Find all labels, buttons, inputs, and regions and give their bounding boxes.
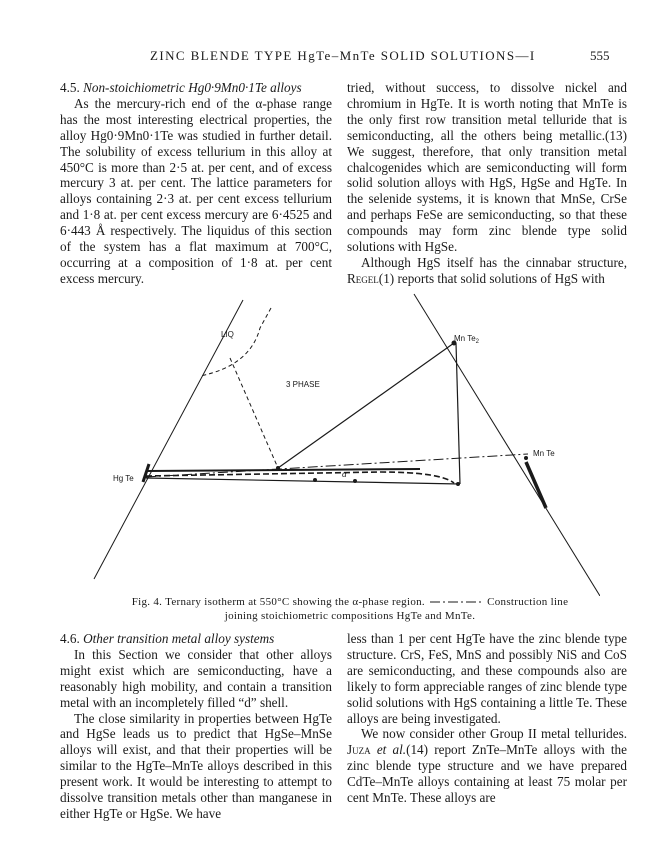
section-number: 4.5.: [60, 80, 84, 95]
paragraph: [347, 255, 627, 287]
paragraph: tried, without success, to dissolve nickel and chromium in HgTe. It is worth noting that MnTe is the only first row transition metal telluride that is semiconducting, all the others being metallic.(13) We suggest, therefore, that only transition metal chalcogenides which are semiconducting will form solid solution alloys with HgS, HgSe and HgTe. In the selenide systems, it is known that MnSe, CrSe and perhaps FeSe are semiconducting, so that these compounds may form zinc blende type solid solutions with HgSe.: [347, 80, 627, 255]
liq-label: LIQ: [221, 330, 234, 339]
paragraph: In this Section we consider that other alloys might exist which are semiconducting, have a reasonably high mobility, and contain a transition metal with an incompletely filled “d” shell.: [60, 646, 332, 710]
tie-line-dashed: [230, 358, 278, 468]
caption-text: Fig. 4. Ternary isotherm at 550°C showing the α-phase region.: [131, 596, 425, 608]
hgte-label: Hg Te: [113, 474, 134, 483]
right-column-bottom: [347, 631, 627, 806]
left-column-bottom: [60, 631, 332, 822]
page-number: 555: [590, 48, 610, 63]
data-point: [524, 456, 528, 460]
mnte2-subscript: 2: [475, 339, 479, 345]
section-heading-4-5: [60, 80, 332, 96]
alpha-label: α: [342, 470, 347, 479]
right-column-top: [347, 80, 627, 287]
mnte2-label: [454, 334, 480, 345]
mnte-thick-segment: [526, 462, 546, 508]
left-column-top: [60, 80, 332, 287]
ternary-diagram: [80, 286, 600, 596]
left-boundary-line: [94, 300, 243, 579]
figure-caption: [90, 596, 610, 623]
ternary-isotherm-figure: [80, 286, 600, 596]
running-header: [0, 48, 672, 66]
paragraph: [347, 726, 627, 806]
liquid-boundary-curve: [200, 308, 271, 376]
author-name: Regel: [347, 270, 379, 286]
author-name: Juza: [347, 742, 371, 758]
section-title: Non-stoichiometric Hg0·9Mn0·1Te alloys: [83, 80, 302, 95]
vertical-tie-line: [456, 343, 460, 484]
data-point: [353, 479, 357, 483]
et-al: et al.: [370, 742, 407, 758]
data-point: [456, 482, 460, 486]
alpha-region-top: [146, 469, 420, 471]
section-heading-4-6: [60, 631, 332, 647]
data-point: [313, 478, 317, 482]
construction-line: [146, 454, 528, 477]
running-title: ZINC BLENDE TYPE HgTe–MnTe SOLID SOLUTIONS—I: [150, 48, 536, 63]
alpha-region-bottom: [146, 478, 460, 484]
right-boundary-line: [414, 294, 600, 596]
paragraph-text: (14) report ZnTe–MnTe alloys with the zinc blende type structure and we have prepared CdTe–MnTe alloys containing at least 75 molar per cent MnTe. These alloys are: [347, 742, 627, 806]
paragraph-text: We now consider other Group II metal tellurides.: [361, 726, 627, 742]
paragraph: As the mercury-rich end of the α-phase range has the most interesting electrical properties, the alloy Hg0·9Mn0·1Te was studied in further detail. The solubility of excess tellurium in this alloy at 450°C is more than 2·5 at. per cent, and of excess mercury 3 at. per cent. The lattice parameters for alloys containing 2·3 at. per cent excess tellurium and 1·8 at. per cent excess mercury are 6·4525 and 6·443 Å respectively. The liquidus of this section of the system has a flat maximum at 700°C, occurring at a composition of 1·8 at. per cent excess mercury.: [60, 95, 332, 286]
caption-text: Construction line: [487, 596, 569, 608]
hgte-thick-segment: [143, 464, 149, 482]
data-point: [276, 466, 280, 470]
caption-text: joining stoichiometric compositions HgTe and MnTe.: [224, 609, 476, 622]
mnte2-label-text: Mn Te: [454, 334, 476, 343]
paragraph-text: (1) reports that solid solutions of HgS with: [378, 270, 605, 286]
three-phase-label: 3 PHASE: [286, 380, 320, 389]
paragraph: less than 1 per cent HgTe have the zinc blende type structure. CrS, FeS, MnS and possibly NiS and CoS are semiconducting, and these compounds also are likely to form appreciable ranges of zinc blende type solid solutions with HgS containing a little Te. These alloys are being investigated.: [347, 631, 627, 726]
tie-line-mnte2: [278, 343, 454, 468]
mnte-label: Mn Te: [533, 449, 555, 458]
construction-line-symbol: [428, 599, 484, 605]
paragraph-text: Although HgS itself has the cinnabar structure,: [361, 254, 627, 270]
section-title: Other transition metal alloy systems: [83, 631, 275, 646]
section-number: 4.6.: [60, 631, 84, 646]
paragraph: The close similarity in properties between HgTe and HgSe leads us to predict that HgSe–MnSe alloys will exist, and that their properties will be similar to the HgTe–MnTe alloys described in this present work. It would be interesting to attempt to dissolve transition metals other than manganese in either HgTe or HgSe. We have: [60, 710, 332, 821]
